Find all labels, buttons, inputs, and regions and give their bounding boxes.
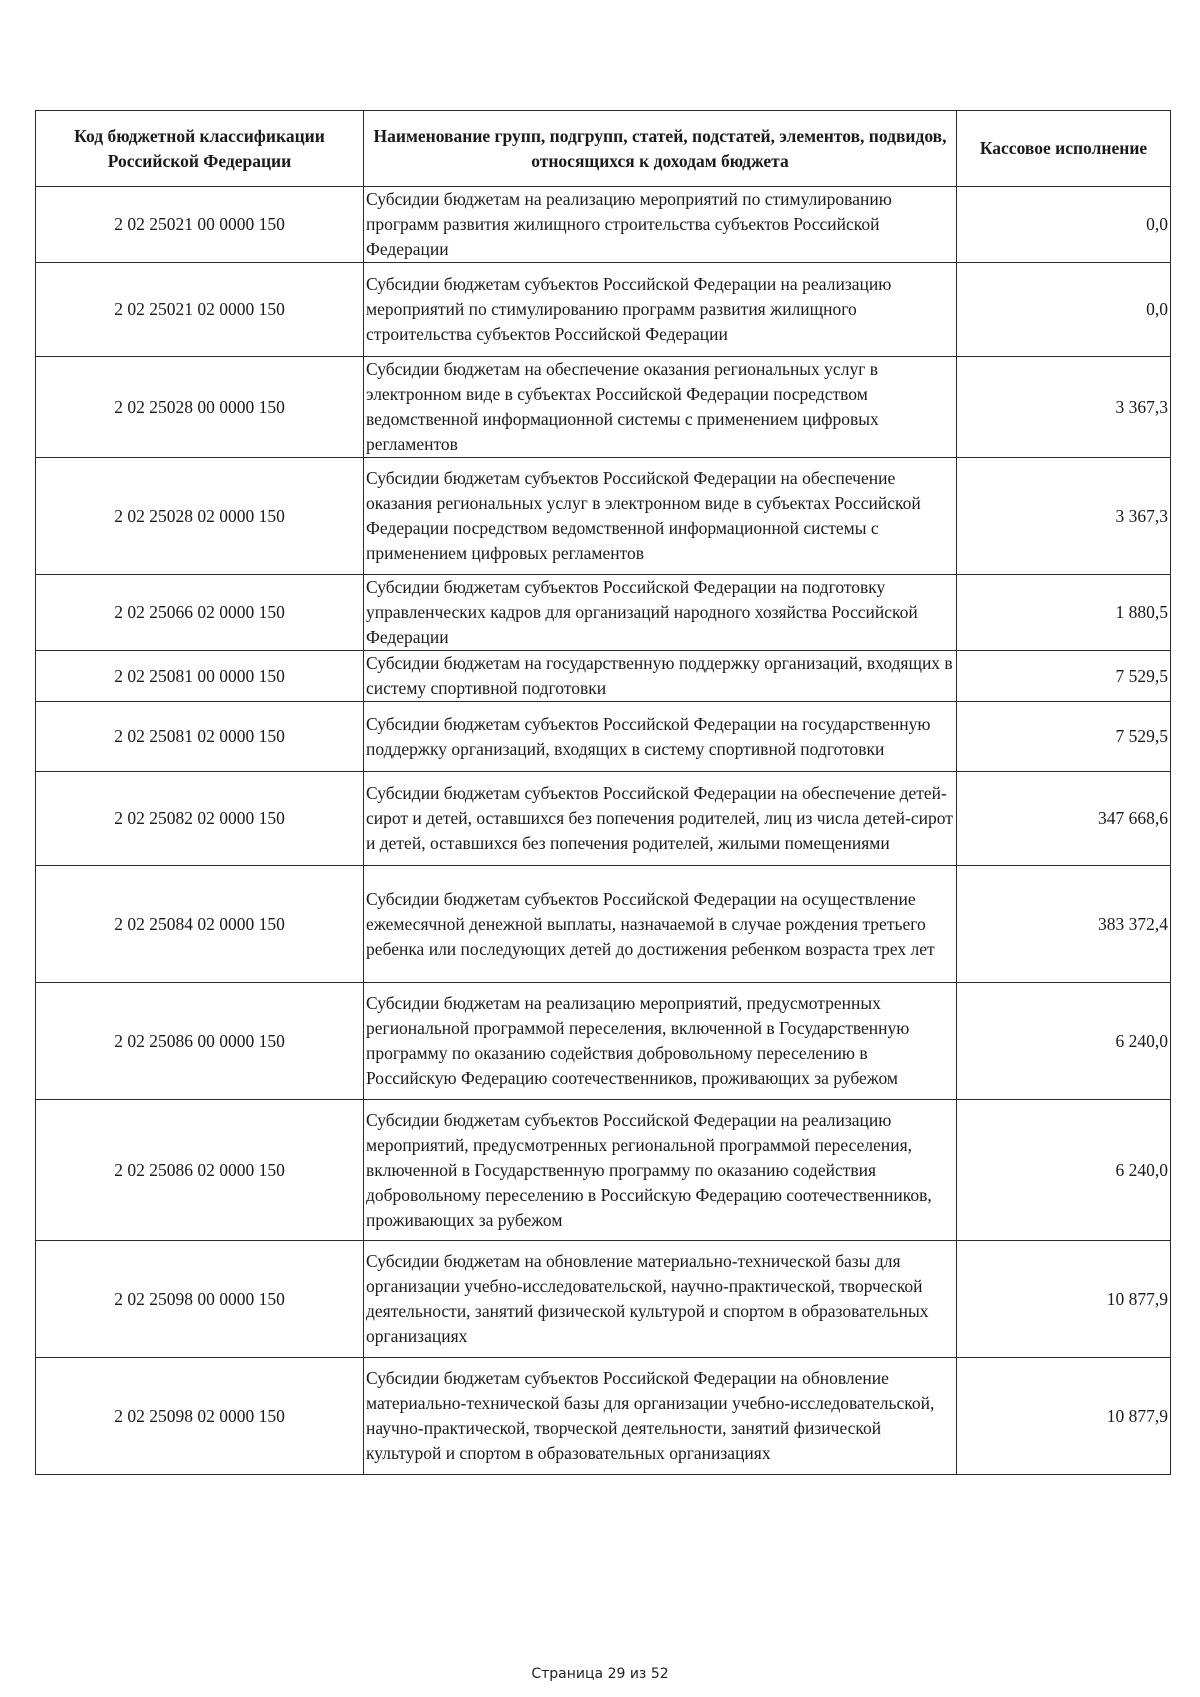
row-sum: 347 668,6 [957,772,1171,866]
row-sum: 6 240,0 [957,1100,1171,1241]
row-code: 2 02 25081 00 0000 150 [36,651,364,702]
row-name: Субсидии бюджетам субъектов Российской Федерации на осуществление ежемесячной денежной выплаты, назначаемой в случае рождения третьего ребенка или последующих детей до достижения ребенком возраста трех лет [364,866,957,983]
table-row [36,866,1171,983]
table-header-row [36,111,1171,187]
page-number: Страница 29 из 52 [531,1666,669,1682]
row-name: Субсидии бюджетам на обновление материально-технической базы для организации учебно-исследовательской, научно-практической, творческой деятельности, занятий физической культурой и спортом в образовательных организациях [364,1241,957,1358]
row-code: 2 02 25021 00 0000 150 [36,187,364,263]
row-name: Субсидии бюджетам на реализацию мероприятий, предусмотренных региональной программой переселения, включенной в Государственную программу по оказанию содействия добровольному переселению в Российскую Федерацию соотечественников, проживающих за рубежом [364,983,957,1100]
row-code: 2 02 25098 00 0000 150 [36,1241,364,1358]
row-sum: 3 367,3 [957,357,1171,458]
table-row [36,458,1171,575]
budget-table-container [35,110,1170,1475]
table-row [36,651,1171,702]
row-name: Субсидии бюджетам субъектов Российской Федерации на обеспечение оказания региональных услуг в электронном виде в субъектах Российской Федерации посредством ведомственной информационной системы с применением цифровых регламентов [364,458,957,575]
row-sum: 3 367,3 [957,458,1171,575]
table-row [36,1100,1171,1241]
row-name: Субсидии бюджетам субъектов Российской Федерации на обновление материально-технической базы для организации учебно-исследовательской, научно-практической, творческой деятельности, занятий физической культурой и спортом в образовательных организациях [364,1358,957,1475]
row-code: 2 02 25028 00 0000 150 [36,357,364,458]
row-sum: 10 877,9 [957,1358,1171,1475]
table-row [36,1241,1171,1358]
header-code: Код бюджетной классификации Российской Федерации [36,111,364,187]
row-name: Субсидии бюджетам на обеспечение оказания региональных услуг в электронном виде в субъектах Российской Федерации посредством ведомственной информационной системы с применением цифровых регламентов [364,357,957,458]
header-name: Наименование групп, подгрупп, статей, подстатей, элементов, подвидов, относящихся к доходам бюджета [364,111,957,187]
row-code: 2 02 25082 02 0000 150 [36,772,364,866]
row-name: Субсидии бюджетам на государственную поддержку организаций, входящих в систему спортивной подготовки [364,651,957,702]
row-code: 2 02 25081 02 0000 150 [36,702,364,772]
row-sum: 383 372,4 [957,866,1171,983]
row-name: Субсидии бюджетам субъектов Российской Федерации на подготовку управленческих кадров для организаций народного хозяйства Российской Федерации [364,575,957,651]
table-row [36,357,1171,458]
row-code: 2 02 25066 02 0000 150 [36,575,364,651]
row-name: Субсидии бюджетам субъектов Российской Федерации на реализацию мероприятий по стимулированию программ развития жилищного строительства субъектов Российской Федерации [364,263,957,357]
table-row [36,1358,1171,1475]
row-code: 2 02 25021 02 0000 150 [36,263,364,357]
table-row [36,772,1171,866]
row-sum: 0,0 [957,187,1171,263]
row-code: 2 02 25084 02 0000 150 [36,866,364,983]
row-code: 2 02 25028 02 0000 150 [36,458,364,575]
table-row [36,263,1171,357]
budget-table [35,110,1171,1475]
header-sum: Кассовое исполнение [957,111,1171,187]
table-row [36,983,1171,1100]
row-code: 2 02 25086 02 0000 150 [36,1100,364,1241]
row-name: Субсидии бюджетам субъектов Российской Федерации на обеспечение детей-сирот и детей, оставшихся без попечения родителей, лиц из числа детей-сирот и детей, оставшихся без попечения родителей, жилыми помещениями [364,772,957,866]
row-code: 2 02 25098 02 0000 150 [36,1358,364,1475]
table-row [36,702,1171,772]
row-sum: 1 880,5 [957,575,1171,651]
row-sum: 10 877,9 [957,1241,1171,1358]
row-name: Субсидии бюджетам на реализацию мероприятий по стимулированию программ развития жилищного строительства субъектов Российской Федерации [364,187,957,263]
table-row [36,187,1171,263]
row-sum: 6 240,0 [957,983,1171,1100]
row-sum: 7 529,5 [957,702,1171,772]
row-sum: 0,0 [957,263,1171,357]
row-name: Субсидии бюджетам субъектов Российской Федерации на государственную поддержку организаций, входящих в систему спортивной подготовки [364,702,957,772]
table-row [36,575,1171,651]
row-sum: 7 529,5 [957,651,1171,702]
row-code: 2 02 25086 00 0000 150 [36,983,364,1100]
row-name: Субсидии бюджетам субъектов Российской Федерации на реализацию мероприятий, предусмотренных региональной программой переселения, включенной в Государственную программу по оказанию содействия добровольному переселению в Российскую Федерацию соотечественников, проживающих за рубежом [364,1100,957,1241]
